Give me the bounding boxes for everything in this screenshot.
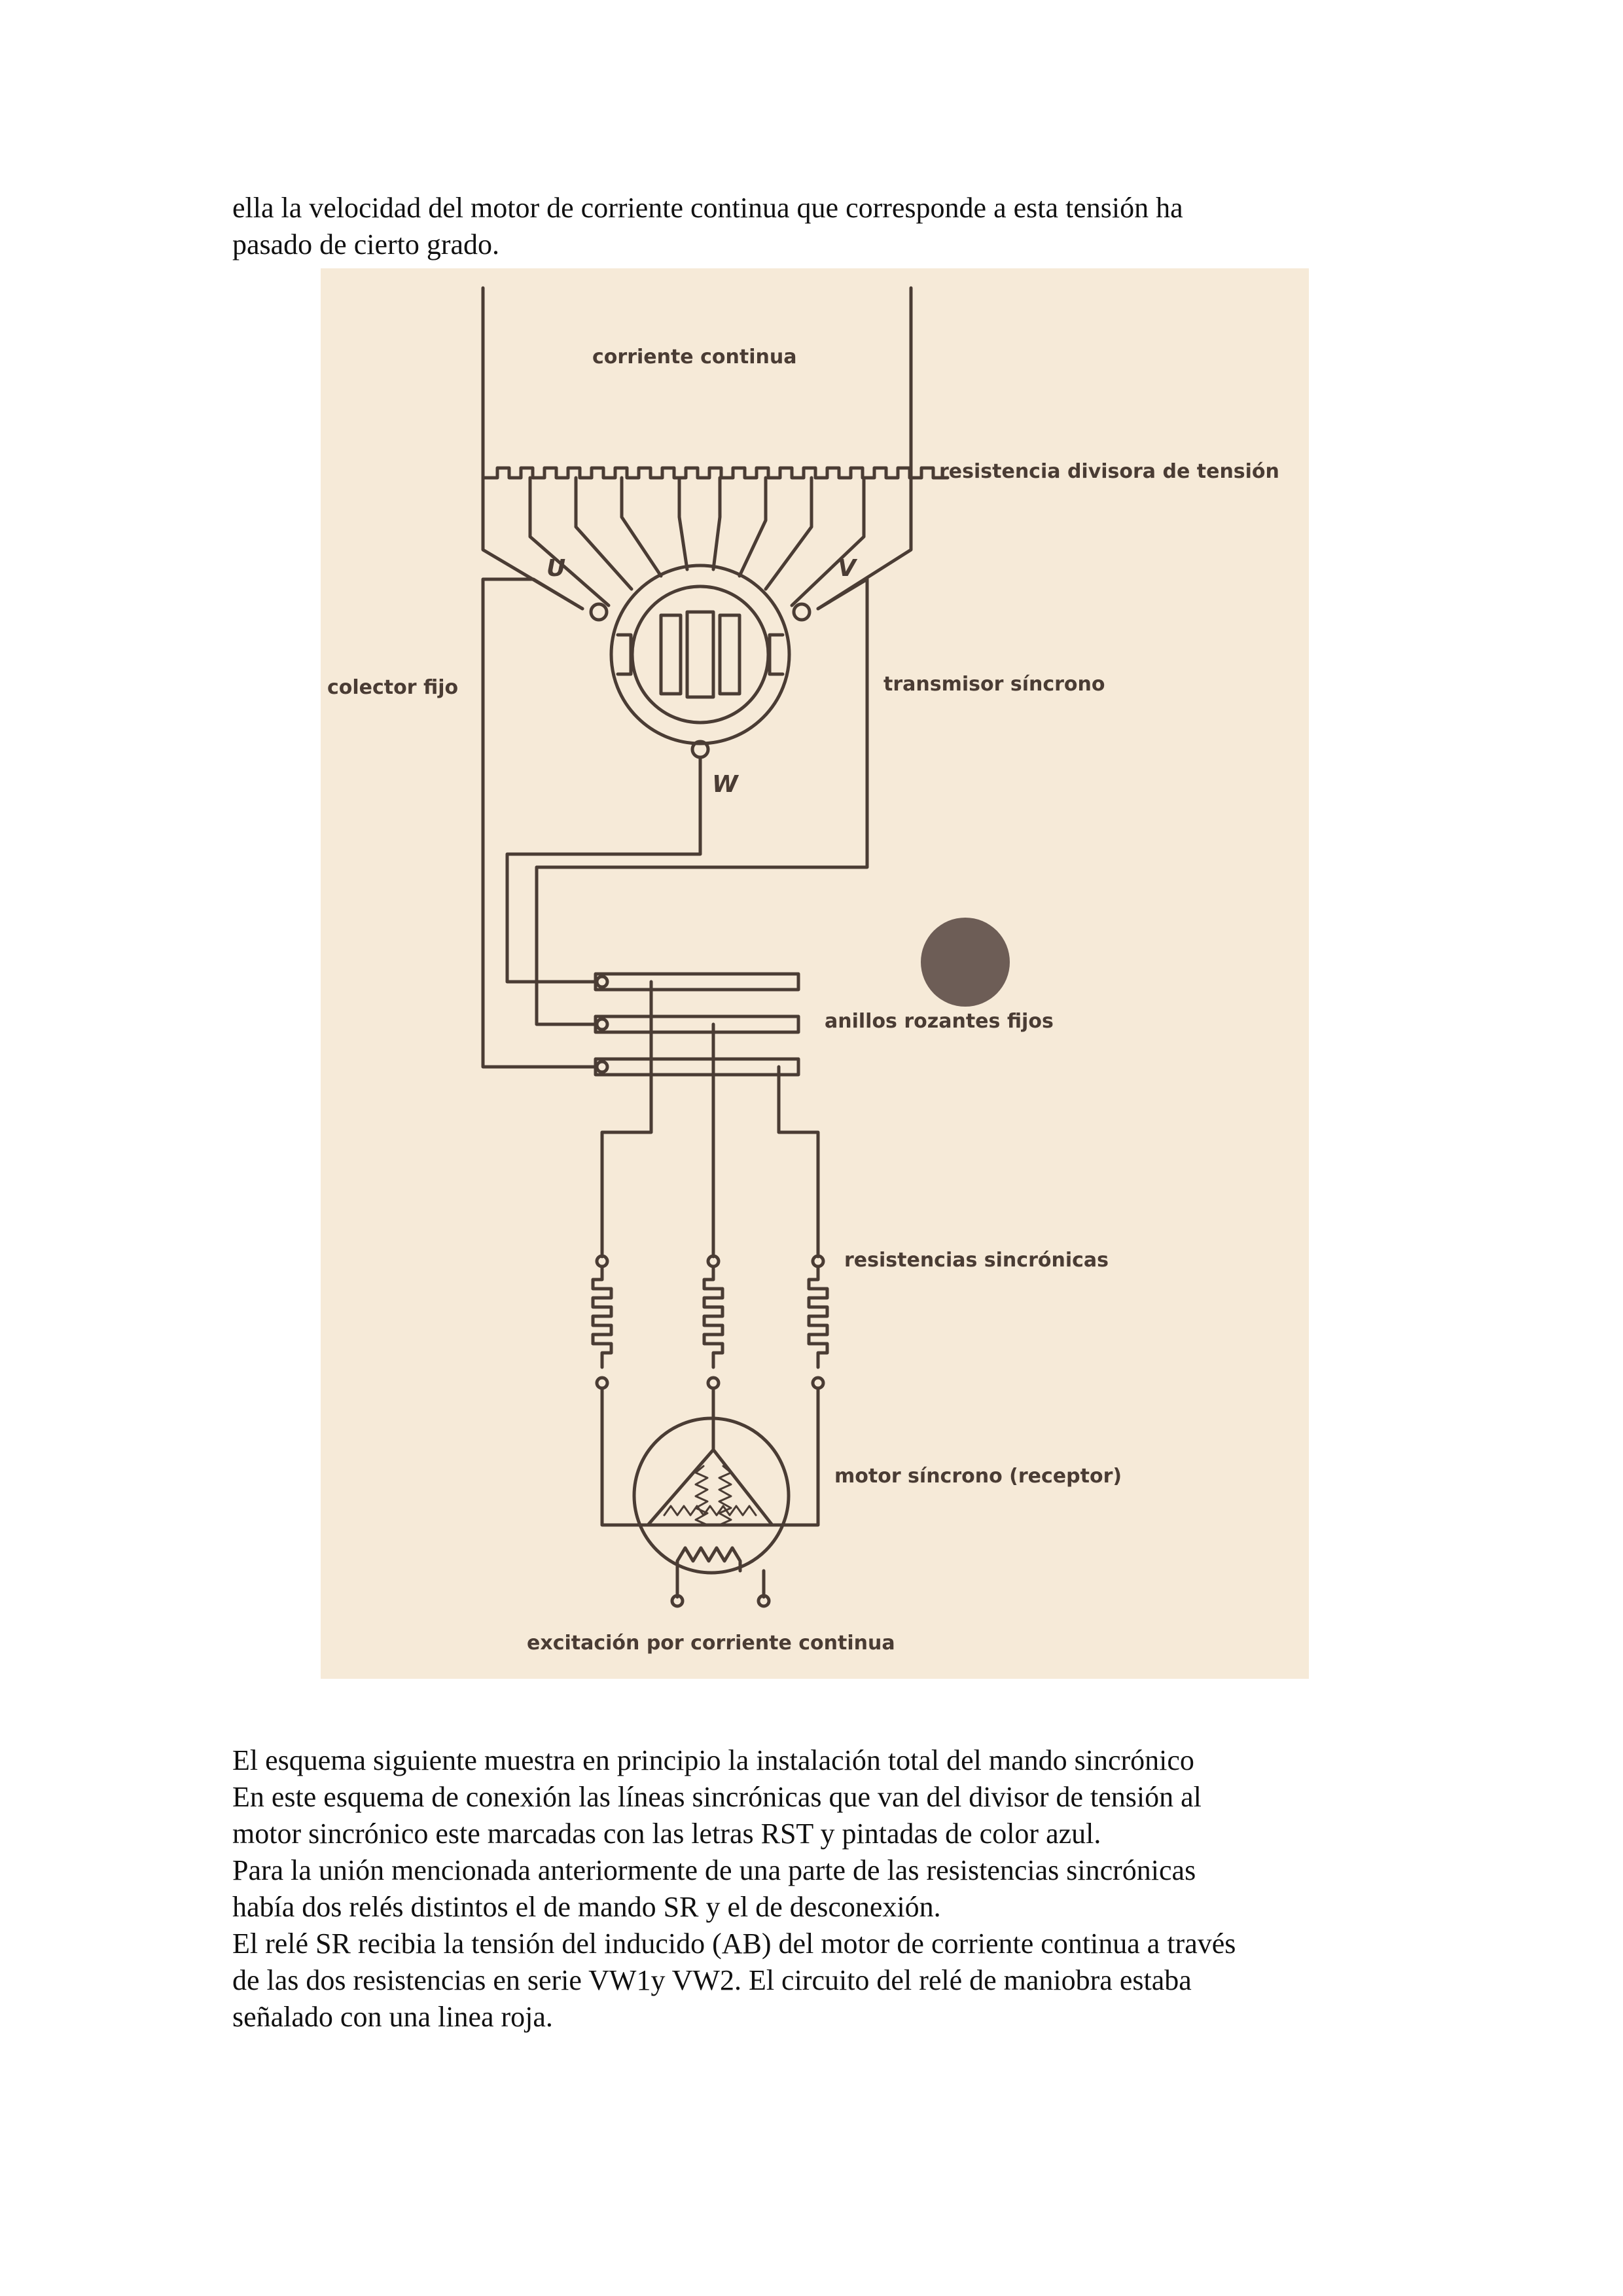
sync-resistor-3 [809, 1266, 827, 1367]
tap-u [483, 478, 582, 609]
sync-resistor-1 [593, 1266, 611, 1367]
label-excitation: excitación por corriente continua [527, 1632, 895, 1655]
text-line: motor sincrónico este marcadas con las letras RST y pintadas de color azul. [232, 1818, 1101, 1850]
text-line: de las dos resistencias en serie VW1y VW2. El circuito del relé de maniobra estaba [232, 1964, 1192, 1996]
label-transmitter: transmisor síncrono [883, 673, 1105, 696]
synchro-wiring-diagram [321, 268, 1309, 1679]
receiver-motor [634, 1418, 789, 1573]
text-line: En este esquema de conexión las líneas sincrónicas que van del divisor de tensión al [232, 1781, 1202, 1813]
brush-v [794, 604, 810, 620]
slip-ring-2 [596, 1016, 798, 1032]
label-phase-v: V [838, 555, 856, 582]
ring-lead-right [779, 1067, 818, 1257]
slip-ring-3 [596, 1059, 798, 1075]
text-line: ella la velocidad del motor de corriente continua que corresponde a esta tensión ha [232, 192, 1183, 224]
label-sync-resistors: resistencias sincrónicas [844, 1249, 1109, 1272]
label-motor: motor síncrono (receptor) [834, 1465, 1122, 1488]
motor-lead-left [602, 1388, 648, 1525]
text-line: había dos relés distintos el de mando SR y el de desconexión. [232, 1891, 941, 1923]
slip-ring-1 [596, 974, 798, 990]
scanned-diagram [321, 268, 1309, 1679]
text-line: Para la unión mencionada anteriormente de una parte de las resistencias sincrónicas [232, 1854, 1196, 1886]
label-phase-w: W [712, 771, 738, 798]
lead-collector-left [483, 579, 596, 1067]
label-collector: colector fijo [327, 676, 459, 699]
label-dc-supply: corriente continua [592, 346, 797, 368]
stain-blot [921, 918, 1010, 1007]
label-divider: resistencia divisora de tensión [939, 460, 1279, 483]
text-line: El esquema siguiente muestra en principio la instalación total del mando sincrónico [232, 1744, 1194, 1776]
text-line: pasado de cierto grado. [232, 228, 500, 260]
label-phase-u: U [546, 555, 566, 582]
transmitter-stator [611, 565, 789, 744]
text-line: señalado con una linea roja. [232, 2001, 553, 2033]
ring-lead-left [602, 982, 651, 1257]
intro-paragraph [232, 190, 1423, 263]
brush-u [591, 604, 607, 620]
label-slip-rings: anillos rozantes fijos [825, 1010, 1054, 1033]
sync-resistor-2 [704, 1266, 722, 1367]
body-paragraph [232, 1742, 1423, 2036]
voltage-divider-resistor [483, 468, 948, 478]
text-line: El relé SR recibia la tensión del inducido (AB) del motor de corriente continua a través [232, 1928, 1236, 1960]
